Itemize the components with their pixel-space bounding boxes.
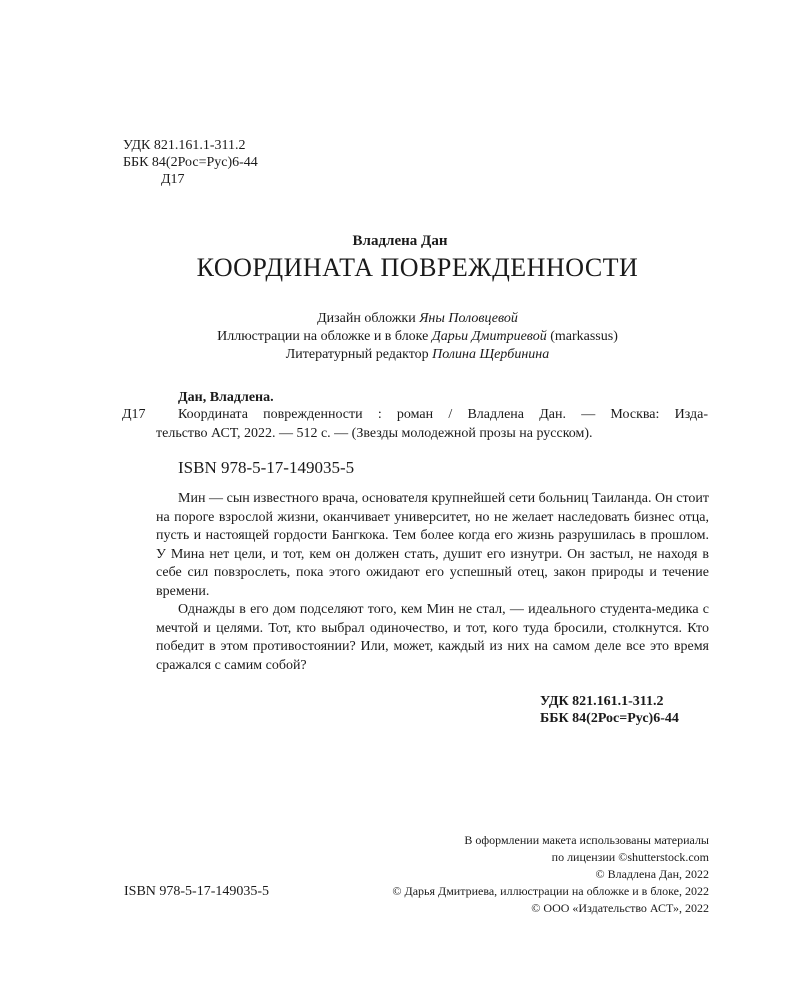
illustrations-suffix: (markassus) xyxy=(550,329,618,344)
cover-design-name: Яны Половцевой xyxy=(419,311,518,326)
biblio-code: Д17 xyxy=(122,407,146,422)
udk-code-bottom: УДК 821.161.1-311.2 xyxy=(540,694,664,709)
editor-credit xyxy=(0,346,800,364)
copyright-line-5: © ООО «Издательство АСТ», 2022 xyxy=(531,901,709,915)
illustrations-credit xyxy=(0,328,800,346)
bbk-code: ББК 84(2Рос=Рус)6-44 xyxy=(123,155,258,170)
book-title: КООРДИНАТА ПОВРЕЖДЕННОСТИ xyxy=(196,253,639,282)
annotation xyxy=(156,490,709,675)
annotation-paragraph-2: Однажды в его дом подселяют того, кем Мин не стал, — идеального студента-медика с мечтой и целями. Тот, кто выбрал одиночество, и тот, кого туда бросили, столкнутся. Кто победит в этом противостоянии? Или, может, каждый из них на самом деле все это время сражался с самим собой? xyxy=(156,602,709,673)
isbn-bottom: ISBN 978-5-17-149035-5 xyxy=(124,884,270,899)
cover-design-credit xyxy=(0,310,800,328)
bbk-code-bottom: ББК 84(2Рос=Рус)6-44 xyxy=(540,711,679,726)
copyright-line-3: © Владлена Дан, 2022 xyxy=(595,867,709,881)
biblio-description-line-1: Координата поврежденности : роман / Владлена Дан. — Москва: Изда- xyxy=(178,407,708,422)
copyright-line-2: по лицензии ©shutterstock.com xyxy=(551,850,709,864)
isbn-main: ISBN 978-5-17-149035-5 xyxy=(178,458,355,477)
cover-design-label: Дизайн обложки xyxy=(317,311,416,326)
author-mark: Д17 xyxy=(161,172,185,187)
copyright-line-4: © Дарья Дмитриева, иллюстрации на обложке и в блоке, 2022 xyxy=(392,884,709,898)
author-name: Владлена Дан xyxy=(352,233,448,249)
classification-codes xyxy=(123,137,258,188)
udk-code: УДК 821.161.1-311.2 xyxy=(123,138,246,153)
illustrations-name: Дарьи Дмитриевой xyxy=(431,329,547,344)
editor-label: Литературный редактор xyxy=(285,347,429,362)
classification-codes-bottom xyxy=(540,693,679,727)
biblio-author-heading: Дан, Владлена. xyxy=(178,390,274,405)
biblio-description-line-2: тельство АСТ, 2022. — 512 с. — (Звезды молодежной прозы на русском). xyxy=(156,426,593,441)
illustrations-label: Иллюстрации на обложке и в блоке xyxy=(217,329,429,344)
credits xyxy=(0,310,800,364)
editor-name: Полина Щербинина xyxy=(432,347,550,362)
annotation-paragraph-1: Мин — сын известного врача, основателя крупнейшей сети больниц Таиланда. Он стоит на пороге взрослой жизни, оканчивает университет, но не желает наследовать бизнес отца, пусть и настоящей гордости Бангкока. Тем более когда его жизнь разрушилась в прошлом. У Мина нет цели, и тот, кем он должен стать, душит его изнутри. Он застыл, не находя в себе сил повзрослеть, пока этого ожидают его успешный отец, закон природы и течение времени. xyxy=(156,491,709,599)
copyright-line-1: В оформлении макета использованы материалы xyxy=(464,833,709,847)
copyright-block xyxy=(392,832,709,917)
